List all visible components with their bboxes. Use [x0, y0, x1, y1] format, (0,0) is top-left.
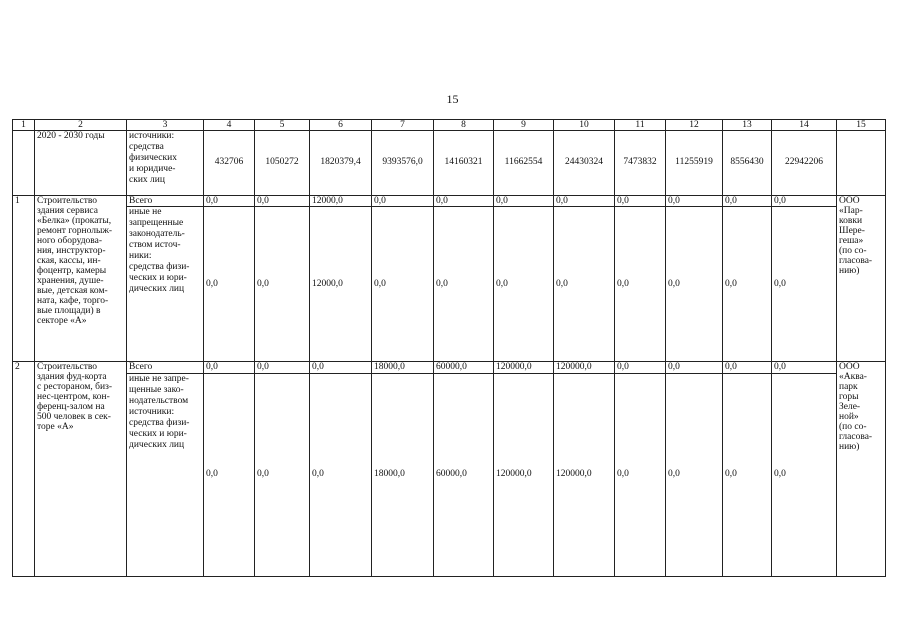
value-cell: 120000,0 — [554, 362, 615, 373]
value-cell: 432706 — [204, 131, 255, 195]
col-header: 1 — [13, 120, 35, 131]
value-cell: 0,0 — [666, 195, 723, 206]
executor-cell: ООО «Пар- ковки Шере- геша» (по со- гласова- нию) — [837, 195, 886, 362]
col-header: 6 — [310, 120, 372, 131]
value-cell: 0,0 — [615, 362, 666, 373]
col-header: 8 — [434, 120, 494, 131]
col-header: 7 — [372, 120, 434, 131]
value-cell: 0,0 — [666, 206, 723, 361]
table-row-project-2-source — [13, 373, 886, 577]
col-header: 13 — [723, 120, 772, 131]
value-cell: 12000,0 — [310, 206, 372, 361]
value-cell: 0,0 — [772, 195, 837, 206]
col-header: 3 — [127, 120, 204, 131]
value-cell: 0,0 — [494, 206, 554, 361]
col-header: 11 — [615, 120, 666, 131]
value-cell: 0,0 — [494, 195, 554, 206]
col-header: 15 — [837, 120, 886, 131]
value-cell: 0,0 — [204, 373, 255, 577]
table-row-project-1-source — [13, 206, 886, 361]
value-cell: 1050272 — [255, 131, 310, 195]
value-cell: 8556430 — [723, 131, 772, 195]
value-cell: 0,0 — [255, 206, 310, 361]
value-cell: 12000,0 — [310, 195, 372, 206]
period-cell: 2020 - 2030 годы — [35, 131, 127, 195]
value-cell: 120000,0 — [494, 362, 554, 373]
value-cell: 0,0 — [615, 373, 666, 577]
table-row-project-1-total — [13, 195, 886, 206]
row-number: 2 — [13, 362, 35, 577]
col-header: 2 — [35, 120, 127, 131]
value-cell: 18000,0 — [372, 362, 434, 373]
table-row-project-2-total — [13, 362, 886, 373]
financing-table — [12, 119, 886, 577]
executor-cell: ООО «Аква- парк горы Зеле- ной» (по со- гласова- нию) — [837, 362, 886, 577]
value-cell: 9393576,0 — [372, 131, 434, 195]
value-cell: 0,0 — [554, 206, 615, 361]
project-name: Строительство здания сервиса «Белка» (прокаты, ремонт горнолыж- ного оборудова- ния, инструктор- ская, кассы, ин- фоцентр, камеры хранения, душе- вые, детская ком- ната, кафе, торго- вые площади) в секторе «А» — [35, 195, 127, 362]
value-cell: 18000,0 — [372, 373, 434, 577]
row-number — [13, 131, 35, 195]
project-name: Строительство здания фуд-корта с рестораном, биз- нес-центром, кон- ференц-залом на 500 человек в сек- торе «А» — [35, 362, 127, 577]
col-header: 10 — [554, 120, 615, 131]
page-number: 15 — [446, 92, 459, 106]
source-cell: иные не запре- щенные зако- нодательством источники: средства физи- ческих и юри- дических лиц — [127, 373, 204, 577]
row-number: 1 — [13, 195, 35, 362]
value-cell: 0,0 — [255, 362, 310, 373]
value-cell: 0,0 — [666, 362, 723, 373]
value-cell: 0,0 — [772, 373, 837, 577]
value-cell: 0,0 — [434, 195, 494, 206]
value-cell: 0,0 — [310, 373, 372, 577]
value-cell: 0,0 — [204, 362, 255, 373]
value-cell: 0,0 — [255, 373, 310, 577]
value-cell: 0,0 — [772, 206, 837, 361]
value-cell: 0,0 — [615, 206, 666, 361]
value-cell: 1820379,4 — [310, 131, 372, 195]
col-header: 5 — [255, 120, 310, 131]
column-number-row — [13, 120, 886, 131]
value-cell: 120000,0 — [494, 373, 554, 577]
value-cell: 0,0 — [554, 195, 615, 206]
value-cell: 22942206 — [772, 131, 837, 195]
col-header: 4 — [204, 120, 255, 131]
value-cell: 0,0 — [204, 195, 255, 206]
col-header: 14 — [772, 120, 837, 131]
value-cell: 0,0 — [666, 373, 723, 577]
value-cell: 60000,0 — [434, 362, 494, 373]
value-cell: 60000,0 — [434, 373, 494, 577]
col-header: 9 — [494, 120, 554, 131]
value-cell: 7473832 — [615, 131, 666, 195]
value-cell: 0,0 — [372, 206, 434, 361]
value-cell: 14160321 — [434, 131, 494, 195]
value-cell: 11662554 — [494, 131, 554, 195]
col-header: 12 — [666, 120, 723, 131]
source-cell: источники: средства физических и юридиче- ских лиц — [127, 131, 204, 195]
value-cell: 0,0 — [372, 195, 434, 206]
source-cell: иные не запрещенные законодатель- ством источ- ники: средства физи- ческих и юри- дических лиц — [127, 206, 204, 361]
value-cell: 0,0 — [615, 195, 666, 206]
total-label: Всего — [127, 362, 204, 373]
value-cell: 24430324 — [554, 131, 615, 195]
total-label: Всего — [127, 195, 204, 206]
table-row-total — [13, 131, 886, 195]
value-cell: 0,0 — [434, 206, 494, 361]
value-cell: 120000,0 — [554, 373, 615, 577]
value-cell: 0,0 — [310, 362, 372, 373]
value-cell: 11255919 — [666, 131, 723, 195]
value-cell: 0,0 — [723, 373, 772, 577]
value-cell: 0,0 — [723, 206, 772, 361]
value-cell: 0,0 — [255, 195, 310, 206]
value-cell: 0,0 — [723, 195, 772, 206]
value-cell: 0,0 — [772, 362, 837, 373]
executor-cell — [837, 131, 886, 195]
value-cell: 0,0 — [723, 362, 772, 373]
value-cell: 0,0 — [204, 206, 255, 361]
